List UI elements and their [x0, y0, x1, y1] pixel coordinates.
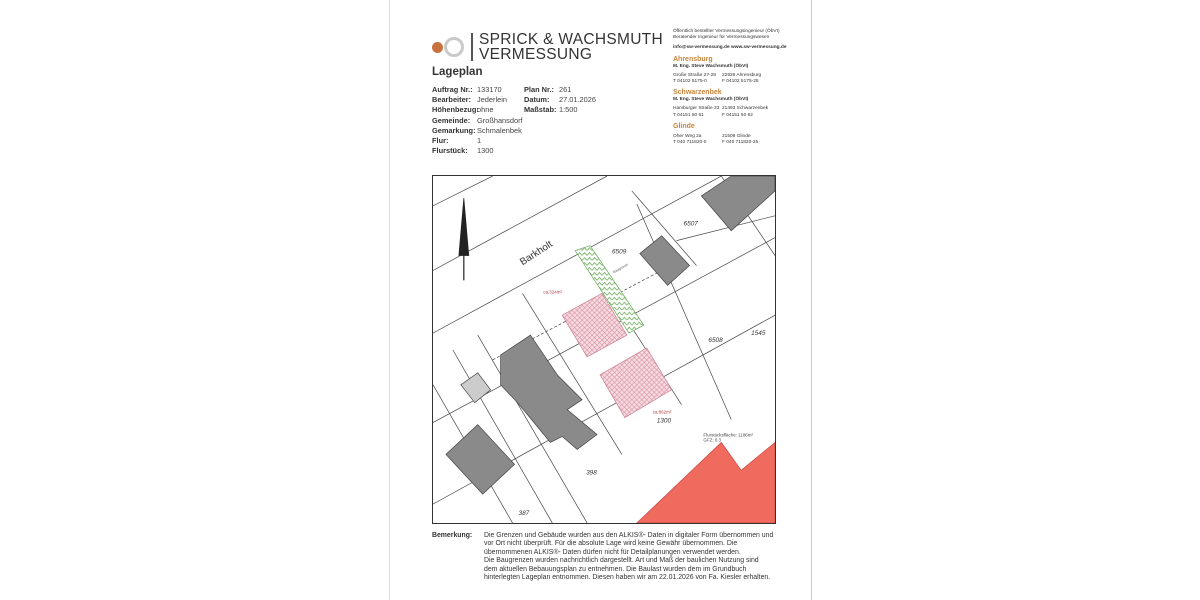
flurstueck-area-label: Flurstücksfläche: 1186m²: [703, 432, 754, 438]
logo-ring-icon: [444, 37, 464, 57]
field-value: Großhansdorf: [477, 115, 523, 125]
office-person: M. Eng. Steve Wachsmuth (ÖbVI): [673, 97, 749, 103]
street-label: Barkholt: [518, 238, 555, 269]
parcel-label: 6508: [708, 337, 723, 345]
remark-line: Die Grenzen und Gebäude wurden aus den ALKIS®- Daten in digitaler Form übernommen und: [484, 532, 774, 539]
field-label: Datum:: [524, 95, 550, 105]
field-value: 27.01.2026: [559, 95, 596, 105]
office-city: Schwarzenbek: [673, 89, 722, 97]
field-value: ohne: [477, 105, 494, 115]
fields-left: [432, 85, 523, 156]
office-person: M. Eng. Steve Wachsmuth (ÖbVI): [673, 63, 749, 69]
field-value: 261: [559, 85, 572, 94]
field-row: [432, 95, 523, 105]
office-zip: 22926 Ahrensburg: [722, 72, 762, 78]
remark-label: Bemerkung:: [432, 532, 473, 539]
office-fax: F 040 711820-25: [722, 140, 759, 146]
field-row: [524, 95, 596, 105]
office-tel: T 04102 5175-0: [673, 79, 707, 85]
remark-line: übernommenen ALKIS®- Daten dürfen nicht für Detailplanungen verwendet werden.: [484, 548, 741, 556]
field-value: 133170: [477, 85, 502, 94]
parcel-label: 398: [586, 469, 597, 477]
field-value: Jederlein: [477, 95, 507, 105]
remark-line: hinterlegten Lageplan entnommen. Diesen haben wir am 22.01.2026 von Fa. Kiesler erhalten.: [484, 574, 771, 582]
office-city: Glinde: [673, 122, 695, 130]
remark-text: [484, 532, 776, 582]
remark-line: vor Ort nicht überprüft. Für die absolute Lage wird keine Gewähr übernommen. Die: [484, 540, 738, 548]
logo-dot-icon: [432, 42, 443, 53]
remark-section: [432, 532, 776, 582]
office-tel: T 040 711820-0: [673, 140, 707, 146]
site-plan-drawing: [433, 176, 775, 523]
field-row: [432, 126, 523, 136]
office-zip: 21509 Glinde: [722, 133, 751, 139]
office-schwarzenbek: [673, 88, 808, 119]
office-fax: F 04102 5175-25: [722, 79, 759, 85]
building: [701, 176, 775, 231]
field-label: Flur:: [432, 136, 449, 146]
area-label-bottom: ca.862m²: [652, 409, 672, 415]
field-label: Auftrag Nr.:: [432, 85, 473, 94]
planned-building-bottom: [600, 348, 672, 418]
parcel-label: 1545: [751, 330, 766, 338]
office-fax: F 04151 50 62: [722, 112, 753, 118]
field-value: Schmalenbek: [477, 125, 522, 135]
contact-title: Öffentlich bestellter Vermessungsingenieur (ÖbVI): [673, 29, 780, 34]
field-label: Maßstab:: [524, 105, 557, 115]
fields-right: [524, 85, 596, 116]
parcel-label: 1300: [656, 417, 672, 425]
office-ahrensburg: [673, 55, 808, 86]
office-street: Große Straße 27-29: [673, 72, 716, 78]
company-subtitle: VERMESSUNG: [479, 46, 593, 63]
field-value: 1:500: [559, 105, 578, 115]
field-label: Bearbeiter:: [432, 95, 472, 105]
contact-web[interactable]: info@sw-vermessung.de www.sw-vermessung.de: [673, 45, 787, 51]
field-label: Gemarkung:: [432, 125, 476, 135]
office-zip: 21493 Schwarzenbek: [722, 106, 769, 112]
gfz-label: GFZ: 0.3: [703, 437, 722, 443]
company-name: SPRICK & WACHSMUTH: [479, 31, 663, 48]
field-row: [524, 85, 596, 95]
office-street: Hamburger Straße 33: [673, 106, 720, 112]
baugrenze-label: Baugrenze: [612, 262, 629, 275]
remark-line: Die Baugrenzen wurden nachrichtlich dargestellt. Art und Maß der baulichen Nutzung sind: [484, 557, 759, 565]
remark-line: dem aktuellen Bebauungsplan zu entnehmen. Die Baulast wurden dem im Grundbuch: [484, 565, 747, 573]
field-label: Flurstück:: [432, 146, 468, 156]
company-logo: [432, 32, 663, 62]
contact-subtitle: Beratender Ingenieur für Vermessungswesen: [673, 35, 770, 41]
building: [501, 335, 597, 449]
office-city: Ahrensburg: [673, 55, 713, 63]
field-value: 1: [477, 136, 482, 146]
field-row: [432, 105, 523, 115]
field-row: [432, 85, 523, 95]
building: [446, 425, 515, 495]
site-plan-map: [432, 175, 776, 524]
field-label: Plan Nr.:: [524, 85, 554, 94]
parcel-label: 6509: [611, 248, 627, 256]
field-row: [432, 116, 523, 126]
field-label: Höhenbezug:: [432, 105, 479, 115]
field-label: Gemeinde:: [432, 115, 471, 125]
field-row: [432, 146, 523, 156]
parcel-label: 6507: [683, 220, 698, 228]
area-label-top: ca.324m²: [543, 289, 562, 295]
office-glinde: [673, 122, 808, 146]
office-street: Oher Weg 2a: [673, 133, 702, 139]
north-arrow-icon: [459, 198, 469, 256]
parcel-label: 387: [518, 510, 530, 518]
field-row: [432, 136, 523, 146]
contact-block: [673, 29, 808, 146]
document-title: Lageplan: [432, 66, 483, 78]
baulast-area: [637, 442, 775, 523]
field-value: 1300: [477, 146, 494, 156]
building: [461, 373, 491, 403]
logo-divider: [471, 33, 473, 61]
office-tel: T 04151 50 61: [673, 112, 704, 118]
field-row: [524, 105, 596, 115]
